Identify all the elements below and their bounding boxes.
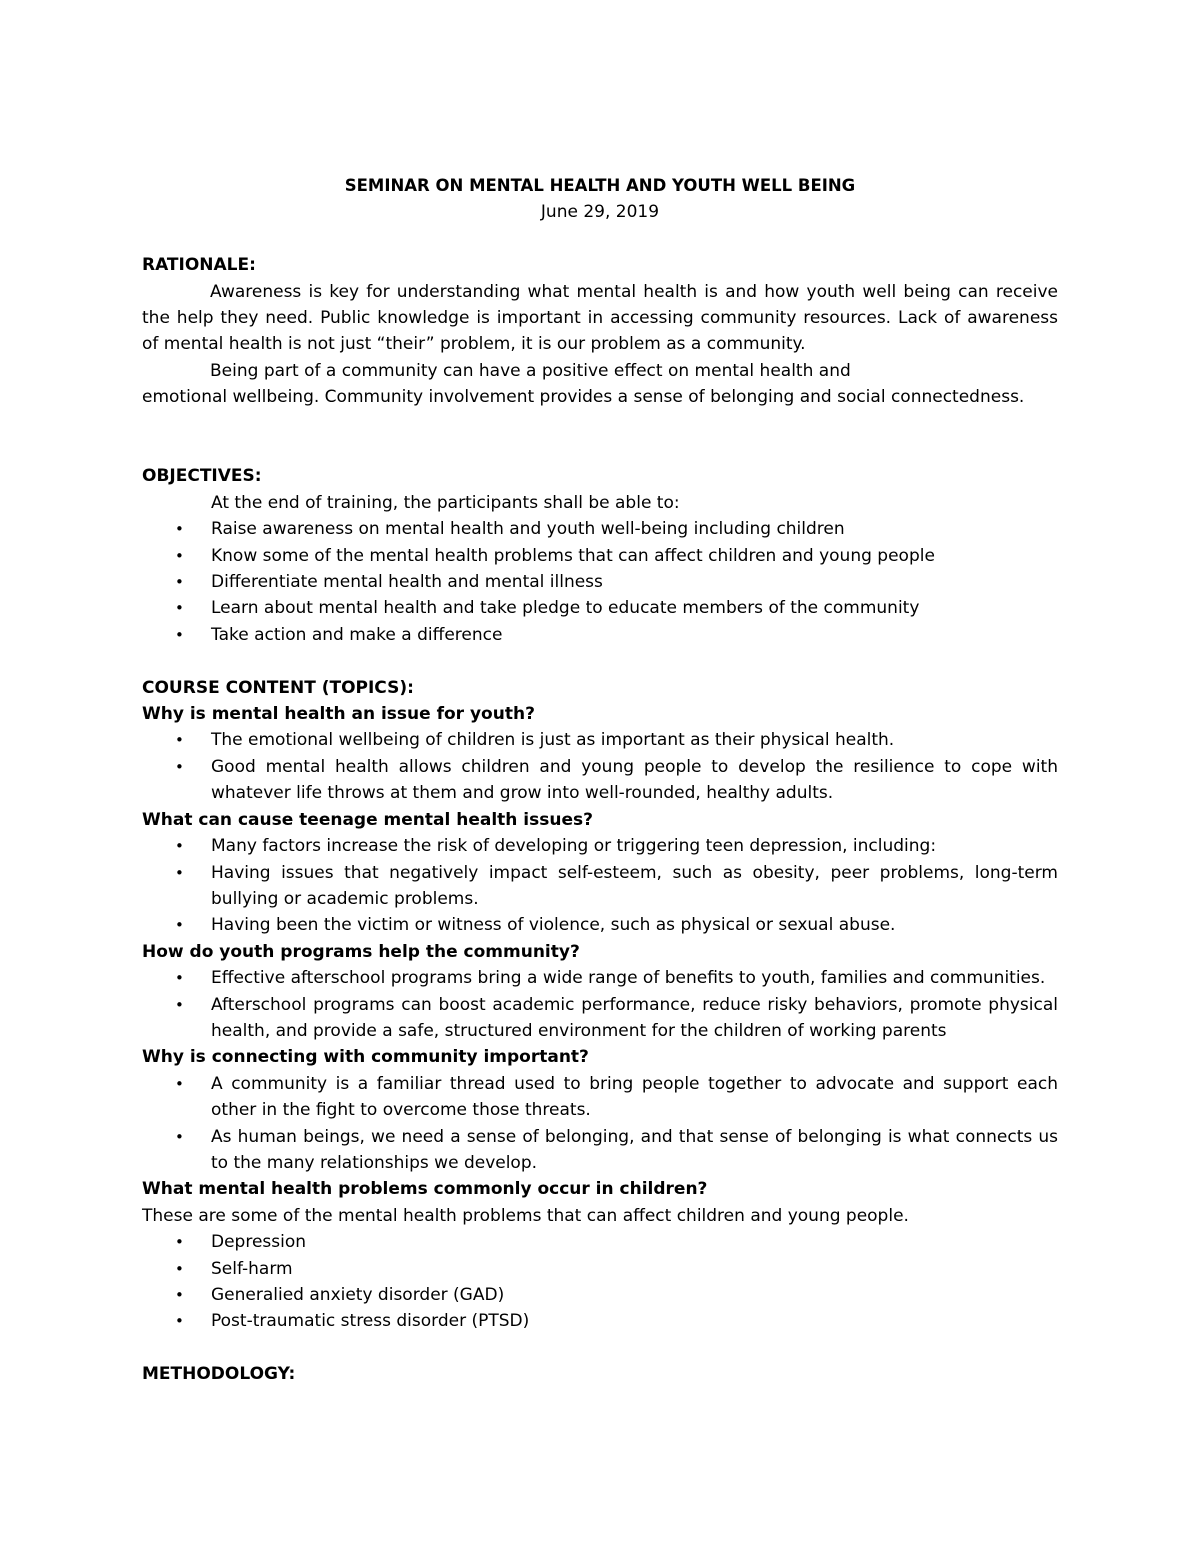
document-page — [142, 173, 1058, 1388]
document-title: SEMINAR ON MENTAL HEALTH AND YOUTH WELL BEING — [344, 176, 856, 195]
topic-question: What can cause teenage mental health issues? — [142, 809, 593, 830]
rationale-section — [142, 252, 1058, 410]
methodology-heading: METHODOLOGY: — [142, 1364, 296, 1385]
list-item-text: The emotional wellbeing of children is just as important as their physical health. — [211, 730, 895, 751]
topic-list — [142, 833, 1058, 939]
document-date: June 29, 2019 — [540, 202, 660, 223]
list-item-text: Effective afterschool programs bring a wide range of benefits to youth, families and communities. — [211, 968, 1046, 989]
bullet-icon: • — [175, 1312, 184, 1331]
rationale-paragraph-2-line-2: emotional wellbeing. Community involvement provides a sense of belonging and social connectedness. — [142, 387, 1025, 408]
list-item — [142, 543, 1058, 569]
list-item — [142, 727, 1058, 753]
bullet-icon: • — [175, 837, 184, 856]
bullet-icon: • — [175, 757, 184, 776]
course-content-heading: COURSE CONTENT (TOPICS): — [142, 677, 414, 698]
list-item-text: Know some of the mental health problems that can affect children and young people — [211, 545, 935, 566]
rationale-paragraph-2-line-1: Being part of a community can have a positive effect on mental health and — [210, 360, 851, 381]
bullet-icon: • — [175, 1233, 184, 1252]
list-item-text: Raise awareness on mental health and youth well-being including children — [211, 519, 845, 540]
list-item-text: Depression — [211, 1232, 307, 1253]
list-item — [142, 1229, 1058, 1255]
bullet-icon: • — [175, 520, 184, 539]
bullet-icon: • — [175, 625, 184, 644]
list-item — [142, 965, 1058, 991]
objectives-section — [142, 463, 1058, 648]
list-item — [142, 860, 1058, 913]
bullet-icon: • — [175, 1286, 184, 1305]
topic-question: How do youth programs help the community? — [142, 941, 580, 962]
topic-list — [142, 1229, 1058, 1335]
bullet-icon: • — [175, 731, 184, 750]
list-item-text: Learn about mental health and take pledge to educate members of the community — [211, 598, 920, 619]
topic-intro: These are some of the mental health problems that can affect children and young people. — [142, 1205, 909, 1226]
bullet-icon: • — [175, 1074, 184, 1093]
title-block — [142, 173, 1058, 226]
list-item-text: A community is a familiar thread used to bring people together to advocate and support each other in the fight to overcome those threats. — [211, 1073, 1058, 1121]
bullet-icon: • — [175, 969, 184, 988]
bullet-icon: • — [175, 863, 184, 882]
list-item — [142, 622, 1058, 648]
topic-question: Why is connecting with community important? — [142, 1047, 589, 1068]
rationale-heading: RATIONALE: — [142, 255, 256, 276]
list-item-text: Post-traumatic stress disorder (PTSD) — [211, 1311, 530, 1332]
list-item — [142, 1282, 1058, 1308]
bullet-icon: • — [175, 573, 184, 592]
bullet-icon: • — [175, 1127, 184, 1146]
topic-question: What mental health problems commonly occur in children? — [142, 1179, 708, 1200]
list-item-text: Generalied anxiety disorder (GAD) — [211, 1285, 505, 1306]
list-item-text: Having issues that negatively impact self-esteem, such as obesity, peer problems, long-term bullying or academic problems. — [211, 862, 1058, 909]
list-item — [142, 569, 1058, 595]
list-item-text: Having been the victim or witness of violence, such as physical or sexual abuse. — [211, 915, 896, 936]
list-item-text: As human beings, we need a sense of belonging, and that sense of belonging is what connects us to the many relationships we develop. — [211, 1126, 1058, 1173]
topic-list — [142, 965, 1058, 1044]
objectives-intro: At the end of training, the participants shall be able to: — [211, 492, 680, 513]
list-item-text: Take action and make a difference — [211, 624, 503, 645]
list-item — [142, 595, 1058, 621]
list-item — [142, 516, 1058, 542]
bullet-icon: • — [175, 599, 184, 618]
list-item — [142, 992, 1058, 1045]
methodology-section — [142, 1361, 1058, 1387]
topic-list — [142, 727, 1058, 806]
objectives-heading: OBJECTIVES: — [142, 466, 262, 487]
objectives-list — [142, 516, 1058, 648]
list-item-text: Differentiate mental health and mental illness — [211, 572, 603, 593]
bullet-icon: • — [175, 546, 184, 565]
list-item — [142, 833, 1058, 859]
list-item — [142, 1256, 1058, 1282]
list-item-text: Afterschool programs can boost academic performance, reduce risky behaviors, promote physical health, and provide a safe, structured environment for the children of working parents — [211, 994, 1058, 1041]
list-item — [142, 1124, 1058, 1177]
topic-question: Why is mental health an issue for youth? — [142, 704, 535, 725]
list-item — [142, 1071, 1058, 1124]
rationale-paragraph-1: Awareness is key for understanding what mental health is and how youth well being can receive the help they need. Public knowledge is important in accessing community resources. Lack of awareness of mental health is not just “their” problem, it is our problem as a community. — [142, 281, 1058, 355]
bullet-icon: • — [175, 1259, 184, 1278]
bullet-icon: • — [175, 916, 184, 935]
list-item — [142, 912, 1058, 938]
list-item — [142, 1308, 1058, 1334]
list-item-text: Good mental health allows children and young people to develop the resilience to cope with whatever life throws at them and grow into well-rounded, healthy adults. — [211, 756, 1058, 804]
topic-list — [142, 1071, 1058, 1177]
course-content-section — [142, 675, 1058, 1335]
bullet-icon: • — [175, 995, 184, 1014]
list-item — [142, 754, 1058, 807]
list-item-text: Many factors increase the risk of developing or triggering teen depression, including: — [211, 836, 937, 857]
list-item-text: Self-harm — [211, 1258, 293, 1279]
